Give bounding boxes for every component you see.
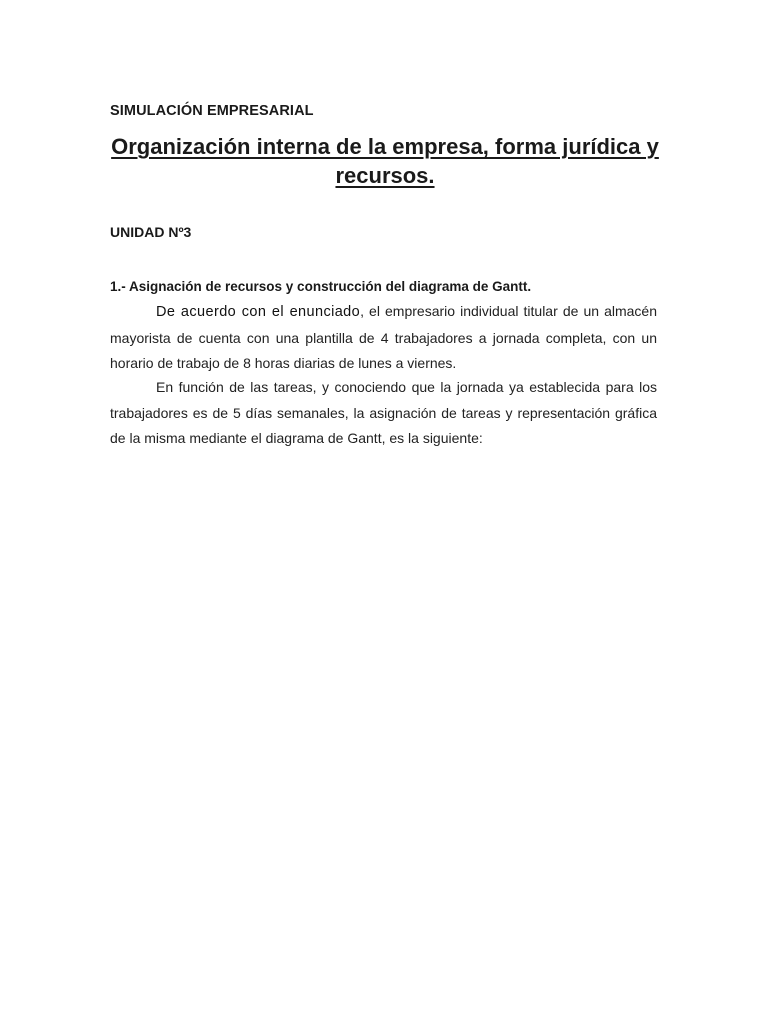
paragraph-1-lead: De acuerdo con el enunciado [156, 304, 361, 320]
paragraph-1 [110, 299, 657, 377]
paragraph-1-rest: , el empresario individual titular de un almacén mayorista de cuenta con una plantilla de 4 trabajadores a jornada completa, con un horario de trabajo de 8 horas diarias de lunes a viernes. [110, 303, 657, 371]
document-header: SIMULACIÓN EMPRESARIAL [110, 103, 314, 119]
paragraph-2: En función de las tareas, y conociendo que la jornada ya establecida para los trabajadores es de 5 días semanales, la asignación de tareas y representación gráfica de la misma mediante el diagrama de Gantt, es la siguiente: [110, 379, 657, 446]
unit-heading: UNIDAD Nº3 [110, 224, 192, 240]
section-title: 1.- Asignación de recursos y construcción del diagrama de Gantt. [110, 279, 532, 294]
document-title: Organización interna de la empresa, forma jurídica y recursos. [111, 134, 659, 188]
